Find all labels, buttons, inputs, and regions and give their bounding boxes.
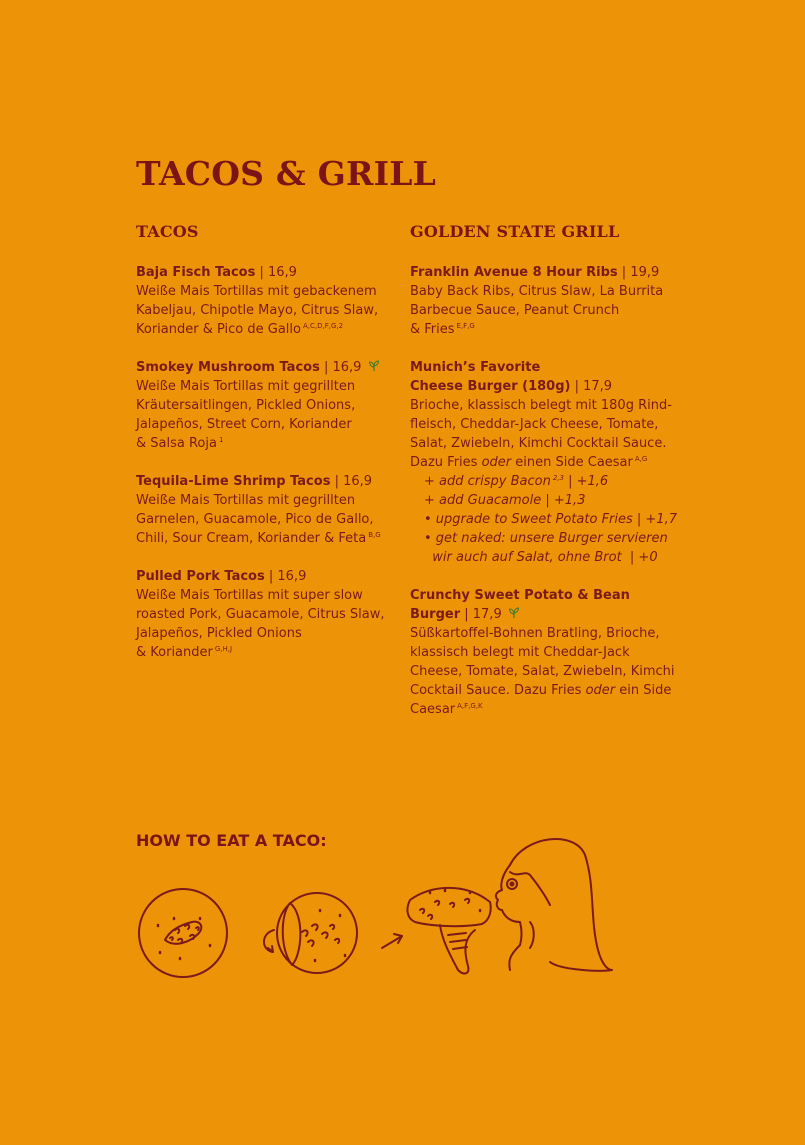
allergen-codes: E,F,G: [456, 321, 475, 330]
leaf-icon: [368, 360, 380, 372]
grill-heading: GOLDEN STATE GRILL: [410, 222, 620, 241]
item-price: 16,9: [268, 265, 297, 280]
item-description: oder: [481, 455, 512, 470]
item-name: Cheese Burger (180g): [410, 379, 571, 394]
item-description: Weiße Mais Tortillas mit super slow: [136, 588, 363, 603]
item-description: Salat, Zwiebeln, Kimchi Cocktail Sauce.: [410, 436, 667, 451]
item-description: klassisch belegt mit Cheddar-Jack: [410, 645, 630, 660]
item-name: Tequila-Lime Shrimp Tacos: [136, 474, 331, 489]
menu-item: Munich’s Favorite Cheese Burger (180g) | 17,9 Brioche, klassisch belegt mit 180g Rind- fleisch, Cheddar-Jack Cheese, Tomate, Salat, Zwiebeln, Kimchi Cocktail Sauce. Dazu Fries oder einen Side Caesar $^{A,G}$ + add crispy Bacon $^{2,3}$ | +1,6 + add Guacamole | +1,3 • upgrade to Sweet Potato Fries | +1,7 • get naked: unsere Burger servieren wir auch auf Salat, ohne Brot | +0: [410, 358, 690, 567]
item-description: Dazu Fries: [410, 455, 482, 470]
item-description: Kräutersaitlingen, Pickled Onions,: [136, 398, 356, 413]
item-price: 16,9: [343, 474, 373, 489]
item-description: Weiße Mais Tortillas mit gegrillten: [136, 493, 356, 508]
item-description: & Fries: [410, 322, 455, 337]
item-price: 17,9: [583, 379, 613, 394]
allergen-codes: A,C,D,F,G,2: [303, 321, 344, 330]
tacos-section: [136, 222, 406, 681]
item-description: roasted Pork, Guacamole, Citrus Slaw,: [136, 607, 385, 622]
menu-item: Baja Fisch Tacos | 16,9 Weiße Mais Tortillas mit gebackenem Kabeljau, Chipotle Mayo, Citrus Slaw, Koriander & Pico de Gallo $^{A,C,D,F,G,2}$: [136, 263, 406, 339]
item-description: Garnelen, Guacamole, Pico de Gallo,: [136, 512, 374, 527]
item-description: & Koriander: [136, 645, 213, 660]
extra-option: wir auch auf Salat, ohne Brot | +0: [424, 550, 658, 565]
extra-option: • get naked: unsere Burger servieren: [424, 531, 668, 546]
item-name: Franklin Avenue 8 Hour Ribs: [410, 265, 618, 280]
item-description: Caesar: [410, 702, 456, 717]
item-price: 16,9: [332, 360, 362, 375]
tacos-heading: TACOS: [136, 222, 199, 241]
item-description: Kabeljau, Chipotle Mayo, Citrus Slaw,: [136, 303, 379, 318]
extra-option: • upgrade to Sweet Potato Fries | +1,7: [424, 512, 677, 527]
allergen-codes: 1: [218, 435, 224, 444]
item-name: Smokey Mushroom Tacos: [136, 360, 320, 375]
item-description: Cheese, Tomate, Salat, Zwiebeln, Kimchi: [410, 664, 675, 679]
item-price: 17,9: [472, 607, 502, 622]
item-description: Süßkartoffel-Bohnen Bratling, Brioche,: [410, 626, 660, 641]
item-name: Burger: [410, 607, 461, 622]
tortilla-folding-icon: [264, 893, 357, 973]
how-to-eat-heading: HOW TO EAT A TACO:: [136, 831, 327, 850]
extra-option: + add Guacamole | +1,3: [424, 493, 586, 508]
menu-item: Franklin Avenue 8 Hour Ribs | 19,9 Baby Back Ribs, Citrus Slaw, La Burrita Barbecue Sauce, Peanut Crunch & Fries $^{E,F,G}$: [410, 263, 690, 339]
grill-section: [410, 222, 690, 738]
item-description: Koriander & Pico de Gallo: [136, 322, 301, 337]
menu-item: Smokey Mushroom Tacos | 16,9 Weiße Mais Tortillas mit gegrillten Kräutersaitlingen, Pickled Onions, Jalapeños, Street Corn, Koriander & Salsa Roja $^1$: [136, 358, 406, 453]
item-description: Weiße Mais Tortillas mit gegrillten: [136, 379, 356, 394]
menu-item: Crunchy Sweet Potato & Bean Burger | 17,9 Süßkartoffel-Bohnen Bratling, Brioche, klassisch belegt mit Cheddar-Jack Cheese, Tomate, Salat, Zwiebeln, Kimchi Cocktail Sauce. Dazu Fries oder ein Side Caesar $^{A,F,G,K}$: [410, 586, 690, 719]
item-name: Crunchy Sweet Potato & Bean: [410, 588, 630, 603]
how-to-eat-taco-illustration: [130, 830, 630, 980]
item-description: Chili, Sour Cream, Koriander & Feta: [136, 531, 367, 546]
item-description: oder: [585, 683, 616, 698]
item-name: Munich’s Favorite: [410, 360, 541, 375]
menu-item: Pulled Pork Tacos | 16,9 Weiße Mais Tortillas mit super slow roasted Pork, Guacamole, Citrus Slaw, Jalapeños, Pickled Onions & Koriander $^{G,H,J}$: [136, 567, 406, 662]
item-name: Baja Fisch Tacos: [136, 265, 256, 280]
item-price: 16,9: [277, 569, 307, 584]
item-description: Jalapeños, Pickled Onions: [136, 626, 302, 641]
item-description: einen Side Caesar: [511, 455, 633, 470]
item-description: Barbecue Sauce, Peanut Crunch: [410, 303, 620, 318]
tortilla-flat-icon: [139, 889, 227, 977]
page-title: TACOS & GRILL: [136, 154, 437, 193]
item-description: ein Side: [615, 683, 672, 698]
person-eating-taco-icon: [407, 839, 612, 973]
menu-item: Tequila-Lime Shrimp Tacos | 16,9 Weiße Mais Tortillas mit gegrillten Garnelen, Guacamole, Pico de Gallo, Chili, Sour Cream, Koriander & Feta $^{B,G}$: [136, 472, 406, 548]
item-price: 19,9: [630, 265, 660, 280]
allergen-codes: G,H,J: [214, 644, 233, 653]
item-description: & Salsa Roja: [136, 436, 217, 451]
allergen-codes: A,G: [634, 454, 648, 463]
allergen-codes: A,F,G,K: [457, 701, 483, 710]
item-description: Jalapeños, Street Corn, Koriander: [136, 417, 352, 432]
item-description: Cocktail Sauce. Dazu Fries: [410, 683, 586, 698]
item-description: fleisch, Cheddar-Jack Cheese, Tomate,: [410, 417, 659, 432]
allergen-codes: B,G: [368, 530, 381, 539]
leaf-icon: [508, 607, 520, 619]
extra-option: + add crispy Bacon $^{2,3}$ | +1,6: [424, 473, 609, 489]
item-name: Pulled Pork Tacos: [136, 569, 265, 584]
item-description: Weiße Mais Tortillas mit gebackenem: [136, 284, 377, 299]
item-description: Baby Back Ribs, Citrus Slaw, La Burrita: [410, 284, 664, 299]
item-description: Brioche, klassisch belegt mit 180g Rind-: [410, 398, 672, 413]
